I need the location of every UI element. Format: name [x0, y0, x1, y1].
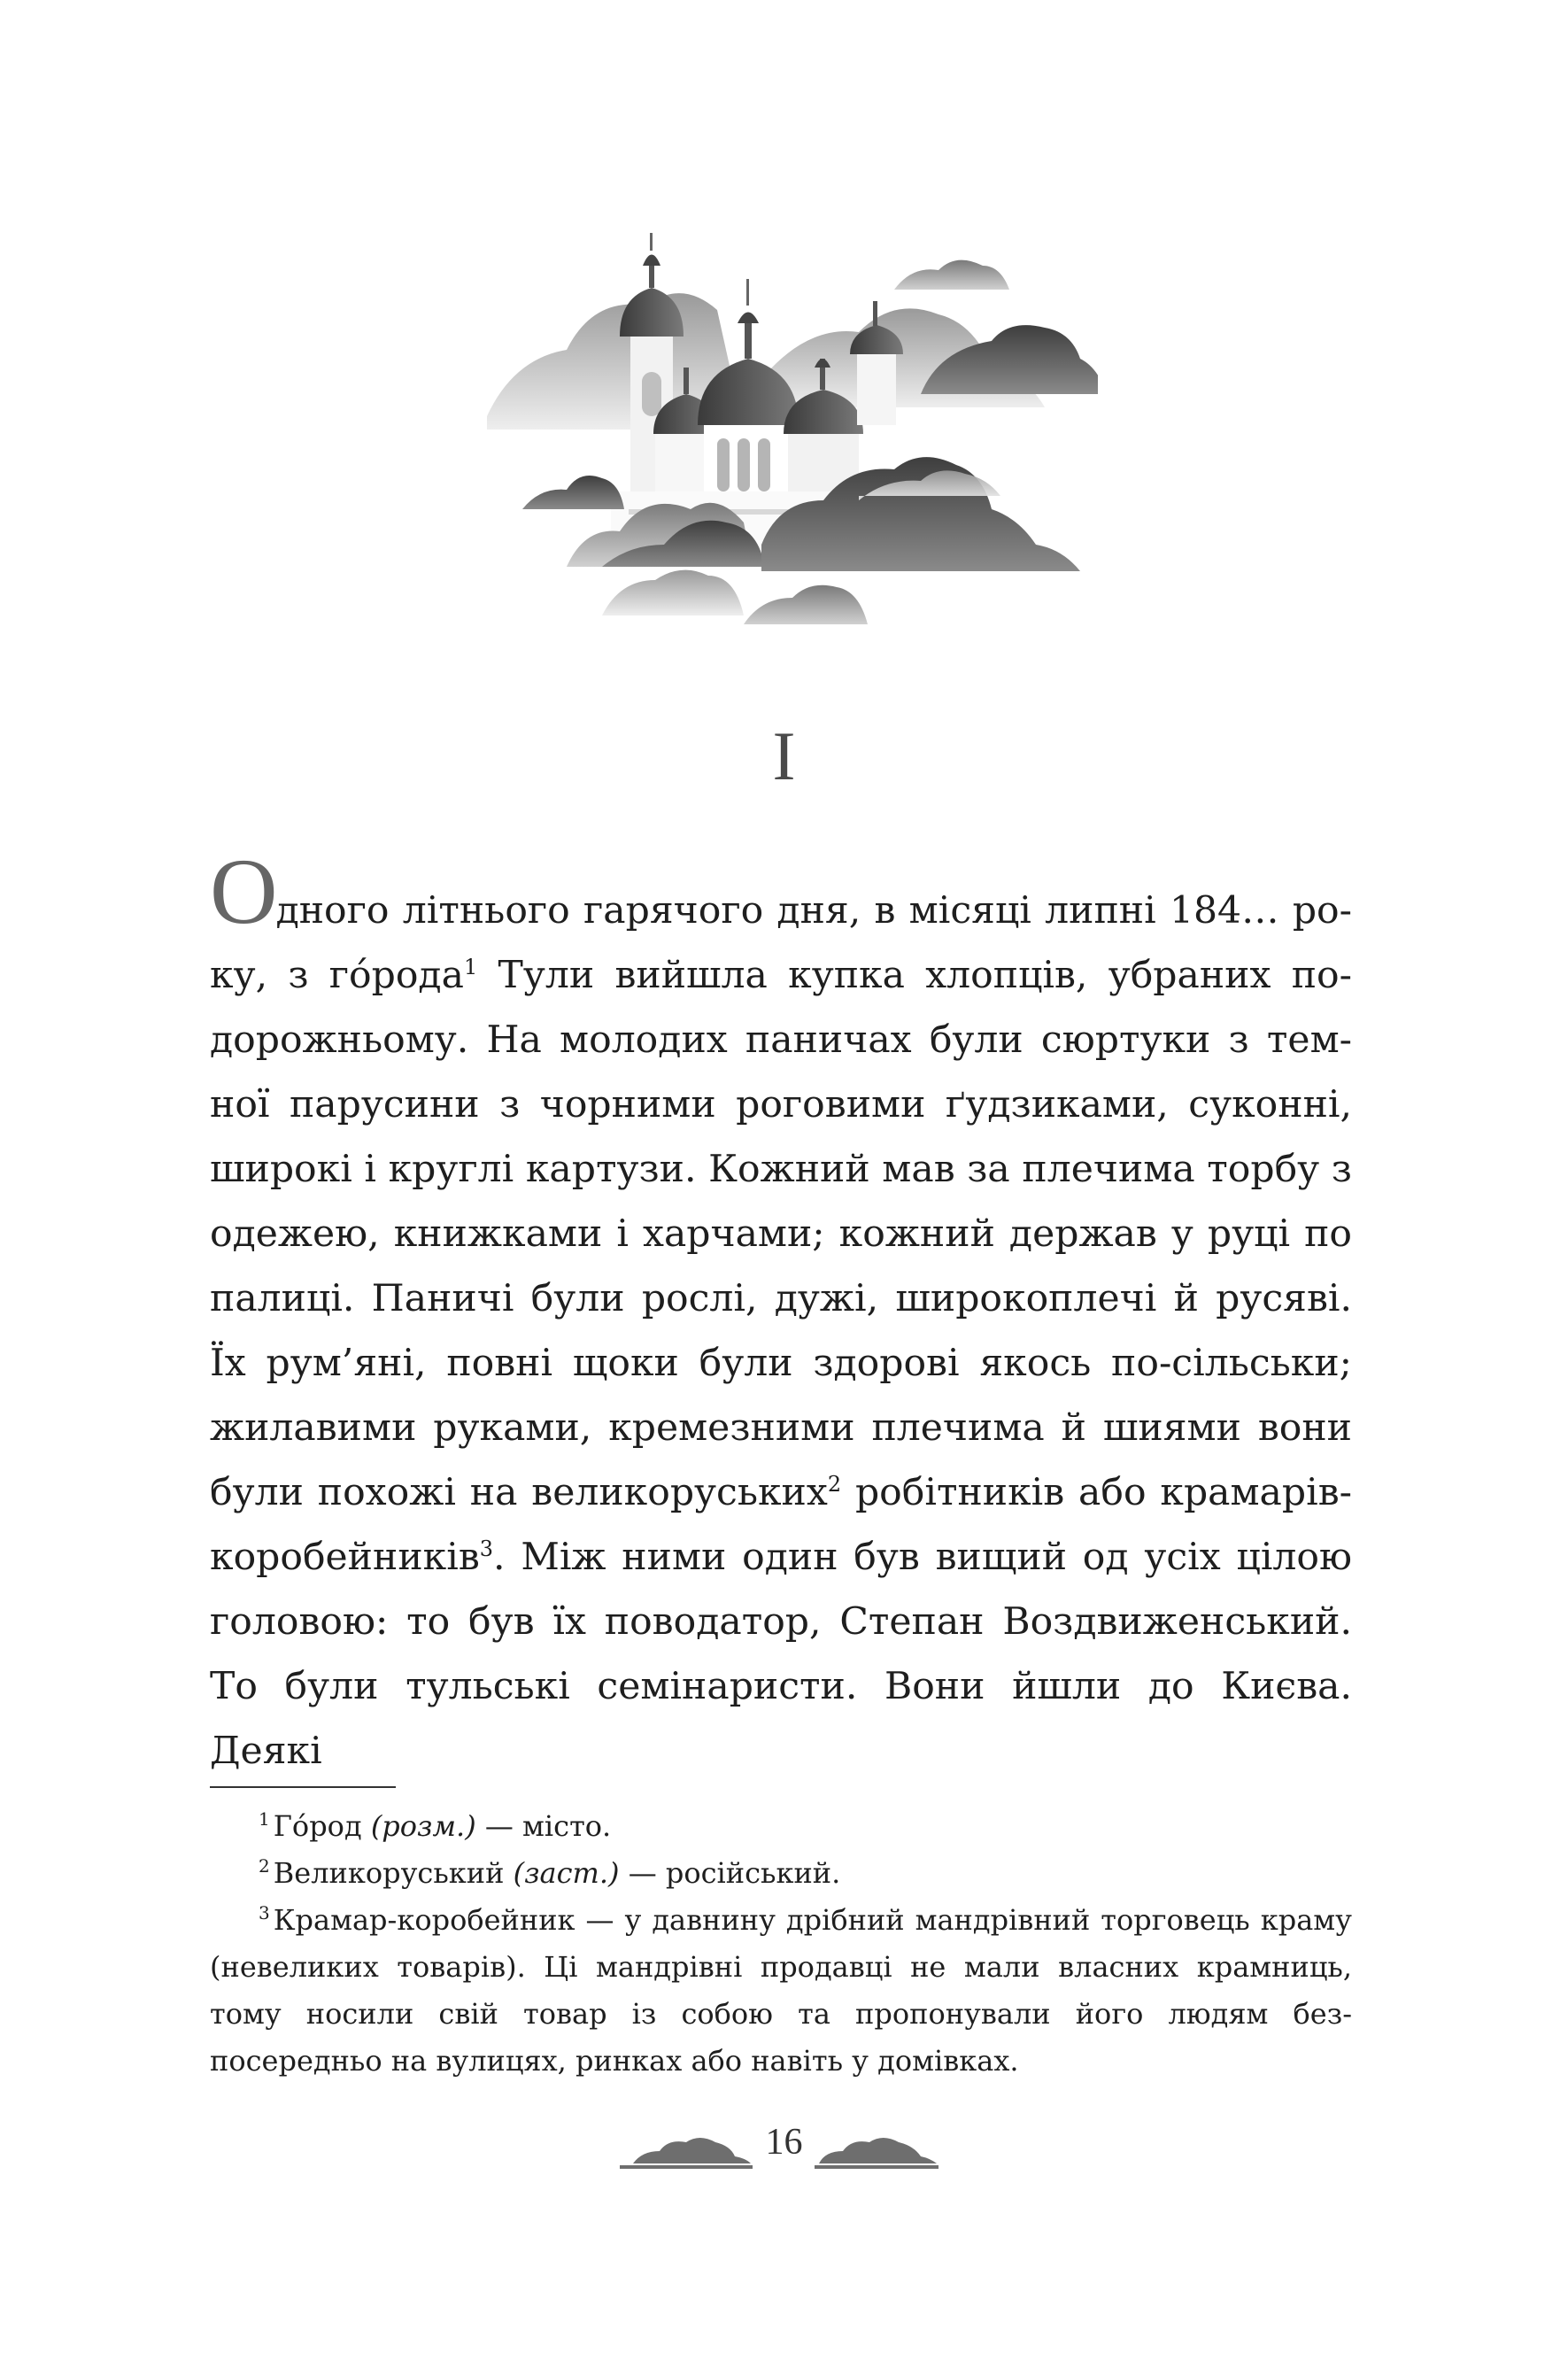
body-text-run: Тули вийшла купка хлопців, убраних подорожньому. На молодих паничах були сюртуки з темної парусини з чорними роговими ґудзиками, суконні, широкі і круглі картузи. Кожний мав за плечима торбу з одежею, книжками і харчами; кожний держав у руці по палиці. Паничі були рослі, дужі, широкоплечі й русяві. Їх рум’яні, повні щоки були здорові якось по-сільськи; жилавими руками, кремезними плечима й шиями вони були похожі на великоруських	[210, 954, 1353, 1514]
body-paragraph	[210, 840, 1353, 1784]
footnotes	[210, 1803, 1352, 2085]
body-text-run: . Між ними один був вищий од усіх цілою головою: то був їх поводатор, Степан Воздвиженський. То були тульські семінаристи. Вони йшли до Києва. Деякі	[210, 1536, 1352, 1773]
footnote-usage-note: (розм.)	[370, 1809, 476, 1843]
footnote-term: Крамар-коробейник	[273, 1903, 575, 1937]
footnote-definition: — російський.	[619, 1856, 841, 1890]
footnote-number: 1	[259, 1808, 270, 1831]
cloud-bottom-right	[744, 585, 868, 624]
footnote-term: Гóрод	[273, 1809, 362, 1843]
church-clouds-illustration	[478, 226, 1098, 642]
body-text-run: робітників або крамарів-коробейників	[210, 1471, 1352, 1579]
footnote-3	[210, 1897, 1352, 2085]
footnote-1	[210, 1803, 1352, 1850]
footnote-definition: — у давнину дрібний мандрівний торговець краму (невеликих товарів). Ці мандрівні продавці не мали власних крамниць, тому носили свій товар із собою та пропонували його людям безпосередньо на вулицях, ринках або навіть у домівках.	[210, 1903, 1352, 2078]
footnote-number: 3	[259, 1902, 270, 1924]
footnote-reference: 2	[827, 1471, 842, 1497]
footnote-2	[210, 1850, 1352, 1897]
footnote-reference: 3	[479, 1536, 494, 1561]
body-text-run: дного літнього гарячого дня, в місяці липні 184… року, з гóрода	[210, 889, 1352, 997]
chapter-number: I	[772, 717, 796, 794]
footnote-definition: — місто.	[475, 1809, 612, 1843]
page-number: 16	[765, 2122, 803, 2163]
footnote-divider	[210, 1786, 396, 1788]
footnote-term: Великоруський	[273, 1856, 505, 1890]
drop-cap: О	[210, 840, 276, 943]
footnote-reference: 1	[463, 954, 478, 979]
cloud-left-small	[522, 476, 624, 509]
footnote-number: 2	[259, 1855, 270, 1877]
footnote-usage-note: (заст.)	[513, 1856, 620, 1890]
cloud-bottom-left	[602, 570, 744, 615]
cloud-top-right	[894, 260, 1009, 290]
